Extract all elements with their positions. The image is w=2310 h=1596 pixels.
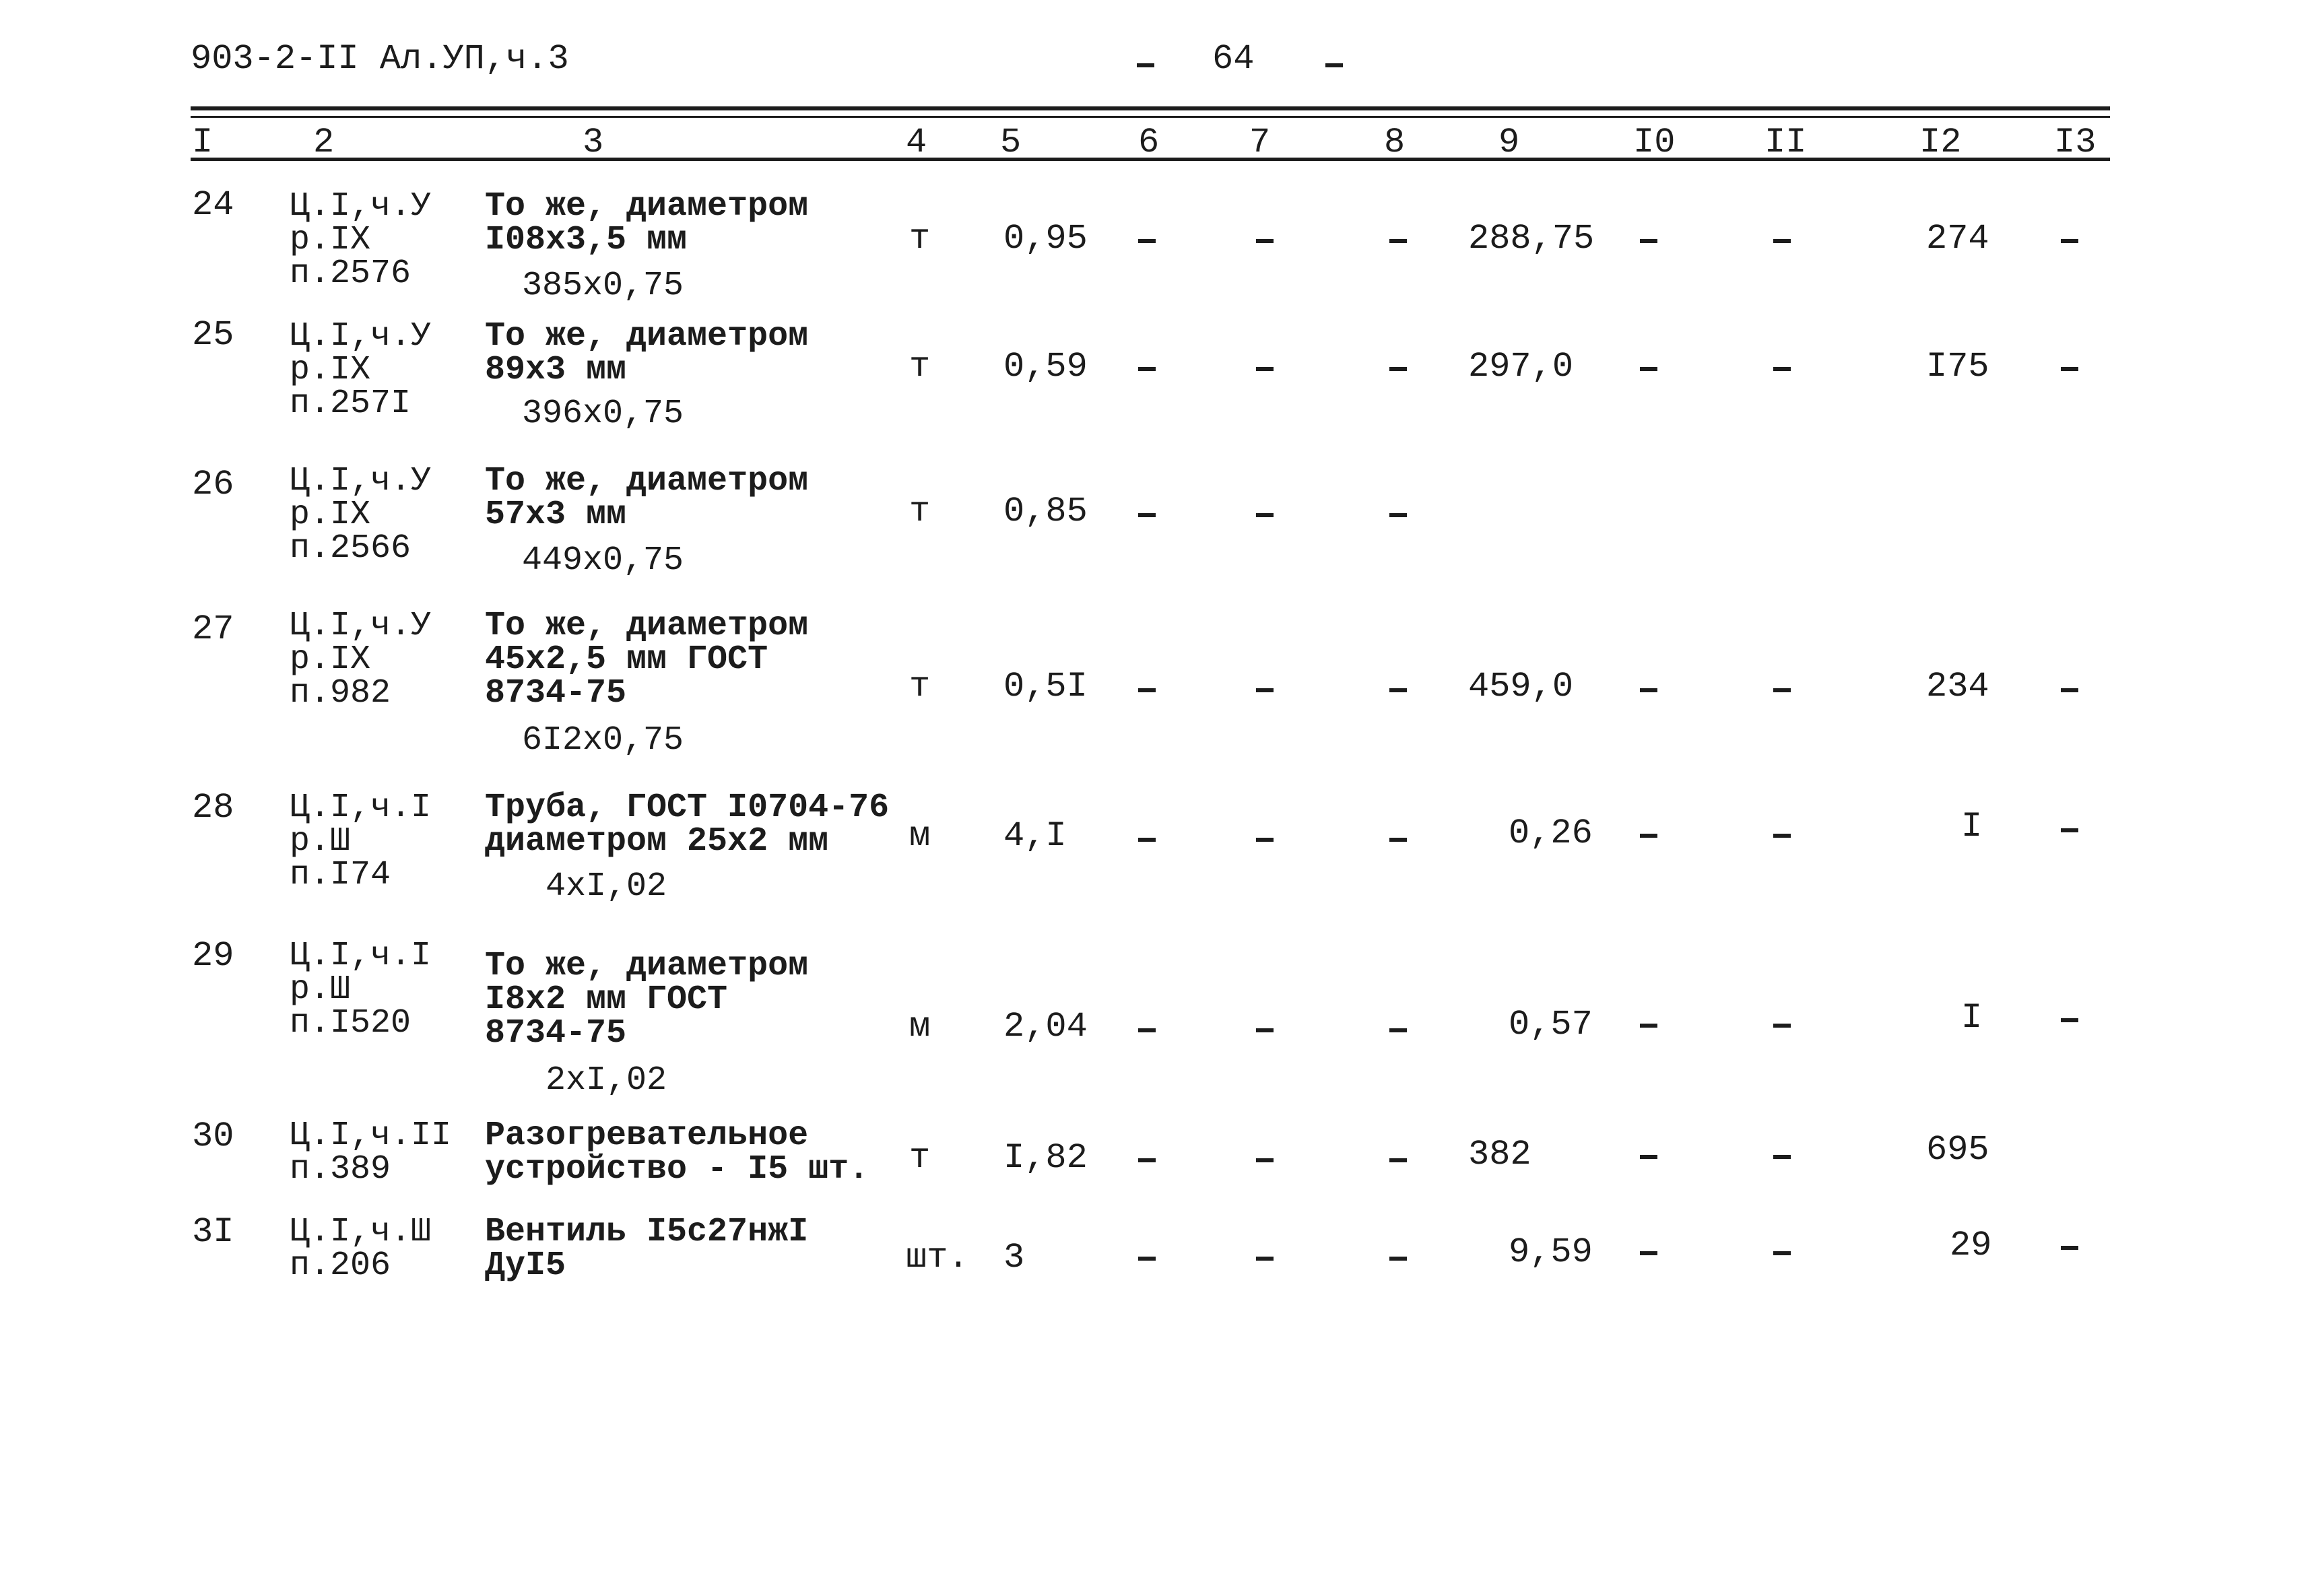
column-8-dash: [1389, 1028, 1407, 1032]
quantity: 0,5I: [1003, 667, 1088, 706]
rate-reference: Ц.I,ч.I р.Ш п.I520: [290, 937, 432, 1042]
item-description: То же, диаметром I08х3,5 мм: [485, 187, 809, 259]
column-10-dash: [1640, 1024, 1657, 1028]
unit: т: [909, 1138, 931, 1178]
unit: м: [909, 816, 931, 856]
quantity: 3: [1003, 1238, 1025, 1277]
column-6-dash: [1138, 367, 1156, 371]
row-number: 24: [192, 185, 234, 225]
quantity-calculation: 4хI,02: [546, 867, 667, 906]
column-12-value: 234: [1926, 667, 1989, 706]
rate-reference: Ц.I,ч.II п.389: [290, 1117, 452, 1189]
column-8-dash: [1389, 688, 1407, 692]
column-10-dash: [1640, 367, 1657, 371]
row-number: 26: [192, 465, 234, 504]
column-7-dash: [1256, 1257, 1274, 1261]
column-10-dash: [1640, 688, 1657, 692]
item-description: То же, диаметром 57х3 мм: [485, 462, 809, 534]
column-13-dash: [2061, 239, 2078, 243]
column-7-dash: [1256, 1158, 1274, 1162]
column-8-dash: [1389, 513, 1407, 517]
rate-reference: Ц.I,ч.У р.IX п.982: [290, 607, 432, 712]
column-number-11: II: [1764, 123, 1807, 162]
column-11-dash: [1773, 367, 1791, 371]
column-7-dash: [1256, 838, 1274, 842]
rate-reference: Ц.I,ч.I р.Ш п.I74: [290, 789, 432, 894]
rate-reference: Ц.I,ч.У р.IX п.2566: [290, 462, 432, 568]
quantity-calculation: 2хI,02: [546, 1061, 667, 1100]
page-number-dash-left: [1137, 63, 1154, 67]
column-10-dash: [1640, 239, 1657, 243]
column-8-dash: [1389, 1257, 1407, 1261]
rate-reference: Ц.I,ч.У р.IX п.2576: [290, 187, 432, 293]
column-6-dash: [1138, 239, 1156, 243]
column-9-value: 459,0: [1468, 667, 1574, 706]
column-8-dash: [1389, 838, 1407, 842]
quantity-calculation: 385х0,75: [522, 267, 684, 305]
column-12-value: 29: [1950, 1226, 1992, 1265]
quantity-calculation: 449х0,75: [522, 541, 684, 580]
column-9-value: 0,57: [1509, 1005, 1593, 1044]
column-13-dash: [2061, 828, 2078, 832]
column-11-dash: [1773, 239, 1791, 243]
unit: т: [909, 667, 931, 706]
header-rule-second: [191, 116, 2110, 118]
column-6-dash: [1138, 1257, 1156, 1261]
column-12-value: 274: [1926, 219, 1989, 259]
row-number: 3I: [192, 1212, 234, 1252]
column-number-4: 4: [906, 123, 927, 162]
quantity-calculation: 396х0,75: [522, 395, 684, 433]
quantity: 0,85: [1003, 492, 1088, 531]
column-number-10: I0: [1633, 123, 1676, 162]
column-9-value: 0,26: [1509, 813, 1593, 853]
item-description: То же, диаметром I8х2 мм ГОСТ 8734-75: [485, 947, 809, 1053]
column-number-12: I2: [1919, 123, 1962, 162]
document-code: 903-2-II Ал.УП,ч.3: [191, 39, 569, 79]
column-number-13: I3: [2054, 123, 2097, 162]
column-number-5: 5: [1000, 123, 1022, 162]
unit: т: [909, 492, 931, 531]
quantity: 0,95: [1003, 219, 1088, 259]
quantity: 4,I: [1003, 816, 1067, 856]
row-number: 28: [192, 788, 234, 828]
column-number-1: I: [192, 123, 213, 162]
row-number: 27: [192, 609, 234, 649]
column-8-dash: [1389, 1158, 1407, 1162]
column-11-dash: [1773, 1024, 1791, 1028]
column-6-dash: [1138, 838, 1156, 842]
item-description: Труба, ГОСТ I0704-76 диаметром 25х2 мм: [485, 789, 890, 861]
column-12-value: I: [1961, 807, 1983, 846]
column-10-dash: [1640, 1251, 1657, 1255]
unit: шт.: [906, 1238, 969, 1277]
column-9-value: 382: [1468, 1135, 1531, 1174]
item-description: То же, диаметром 89х3 мм: [485, 317, 809, 389]
column-6-dash: [1138, 1158, 1156, 1162]
unit: м: [909, 1007, 931, 1046]
unit: т: [909, 219, 931, 259]
column-number-3: 3: [583, 123, 604, 162]
row-number: 25: [192, 315, 234, 355]
item-description: Разогревательное устройство - I5 шт.: [485, 1117, 869, 1189]
page-number: 64: [1212, 39, 1255, 79]
column-12-value: I75: [1926, 347, 1989, 387]
column-9-value: 9,59: [1509, 1232, 1593, 1272]
item-description: Вентиль I5с27нжI ДуI5: [485, 1213, 809, 1285]
column-number-2: 2: [313, 123, 335, 162]
column-number-8: 8: [1384, 123, 1406, 162]
column-11-dash: [1773, 688, 1791, 692]
column-9-value: 288,75: [1468, 219, 1595, 259]
column-6-dash: [1138, 688, 1156, 692]
header-rule-top: [191, 106, 2110, 110]
column-7-dash: [1256, 367, 1274, 371]
column-number-9: 9: [1498, 123, 1520, 162]
column-7-dash: [1256, 1028, 1274, 1032]
column-number-6: 6: [1138, 123, 1160, 162]
row-number: 29: [192, 936, 234, 976]
column-11-dash: [1773, 1155, 1791, 1159]
column-7-dash: [1256, 513, 1274, 517]
unit: т: [909, 347, 931, 387]
column-7-dash: [1256, 688, 1274, 692]
column-13-dash: [2061, 1018, 2078, 1022]
column-11-dash: [1773, 834, 1791, 838]
rate-reference: Ц.I,ч.У р.IX п.257I: [290, 317, 432, 423]
column-12-value: I: [1961, 998, 1983, 1038]
column-12-value: 695: [1926, 1130, 1989, 1170]
column-6-dash: [1138, 1028, 1156, 1032]
column-10-dash: [1640, 834, 1657, 838]
row-number: 30: [192, 1117, 234, 1156]
page-number-dash-right: [1325, 63, 1343, 67]
column-7-dash: [1256, 239, 1274, 243]
column-10-dash: [1640, 1155, 1657, 1159]
column-9-value: 297,0: [1468, 347, 1574, 387]
column-13-dash: [2061, 688, 2078, 692]
column-13-dash: [2061, 1246, 2078, 1250]
column-8-dash: [1389, 367, 1407, 371]
column-6-dash: [1138, 513, 1156, 517]
column-11-dash: [1773, 1251, 1791, 1255]
quantity: 2,04: [1003, 1007, 1088, 1046]
quantity: 0,59: [1003, 347, 1088, 387]
rate-reference: Ц.I,ч.Ш п.206: [290, 1213, 432, 1285]
column-8-dash: [1389, 239, 1407, 243]
column-13-dash: [2061, 367, 2078, 371]
column-number-7: 7: [1249, 123, 1271, 162]
quantity: I,82: [1003, 1138, 1088, 1178]
quantity-calculation: 6I2х0,75: [522, 721, 684, 760]
item-description: То же, диаметром 45х2,5 мм ГОСТ 8734-75: [485, 607, 809, 712]
